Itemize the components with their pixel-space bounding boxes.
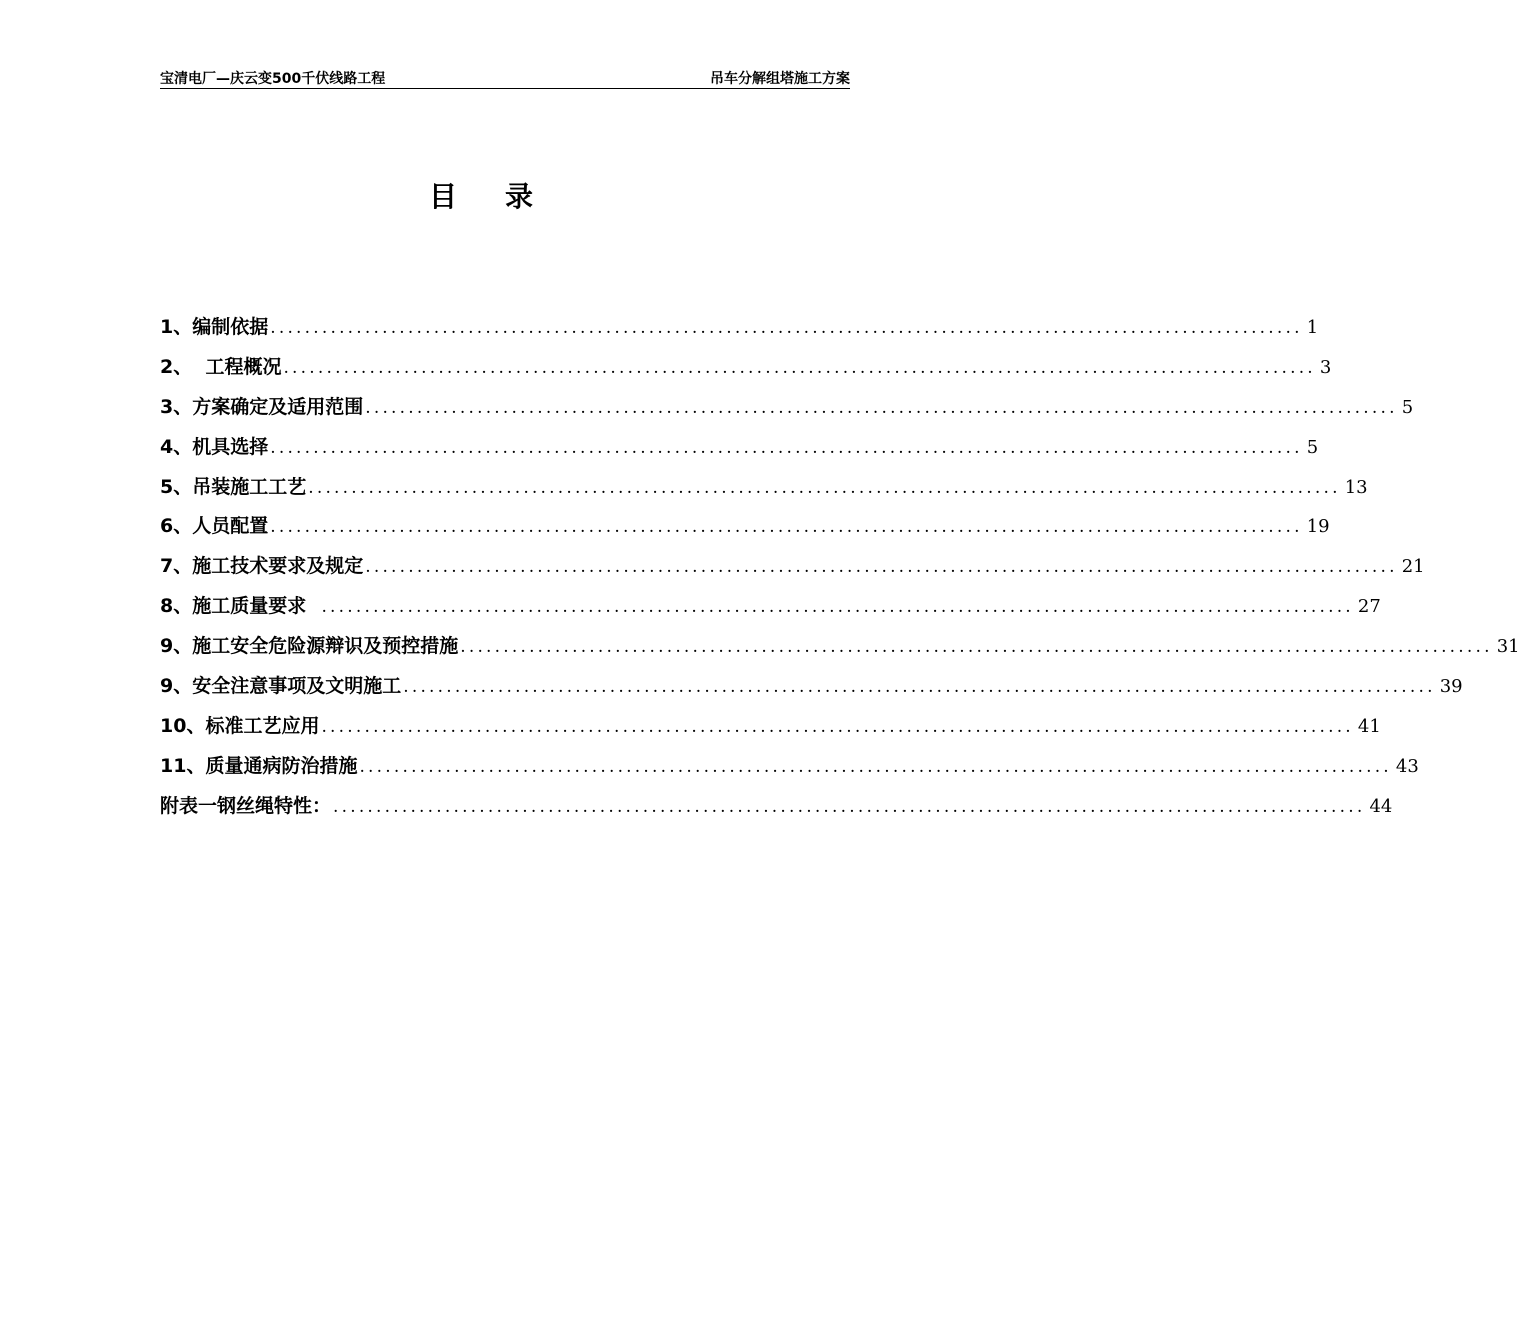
- toc-entry-label: 9、施工安全危险源辩识及预控措施: [160, 635, 459, 658]
- toc-entry-page: 41: [1357, 715, 1381, 737]
- toc-entry-page: 5: [1306, 436, 1319, 458]
- toc-entry-page: 27: [1357, 596, 1381, 618]
- toc-entry-page: 21: [1401, 556, 1425, 578]
- toc-entry[interactable]: [160, 631, 1520, 671]
- toc-entry[interactable]: [160, 511, 1330, 551]
- toc-leader-dots: ........................................................................................................................: [333, 796, 1366, 817]
- toc-entry-page: 39: [1439, 676, 1463, 698]
- toc-entry-page: 19: [1306, 516, 1330, 538]
- toc-leader-dots: ........................................................................................................................: [321, 716, 1354, 737]
- toc-entry[interactable]: [160, 551, 1425, 591]
- header-document-name: 吊车分解组塔施工方案: [710, 71, 850, 87]
- toc-entry-label: 11、质量通病防治措施: [160, 754, 358, 777]
- toc-entry-label: 附表一钢丝绳特性：: [160, 794, 332, 817]
- toc-entry-page: 13: [1344, 476, 1368, 498]
- toc-entry[interactable]: [160, 352, 1332, 392]
- page-header: [160, 66, 850, 89]
- toc-entry-page: 43: [1395, 755, 1419, 777]
- toc-leader-dots: ........................................................................................................................: [460, 637, 1493, 658]
- toc-leader-dots: ........................................................................................................................: [321, 597, 1354, 618]
- table-of-contents: [160, 312, 1520, 831]
- toc-leader-dots: ........................................................................................................................: [365, 557, 1398, 578]
- toc-entry-label: 1、编制依据: [160, 316, 269, 338]
- toc-entry[interactable]: [160, 671, 1463, 711]
- page-title: 目录: [428, 180, 581, 213]
- toc-entry-label: 7、施工技术要求及规定: [160, 555, 364, 578]
- toc-leader-dots: ........................................................................................................................: [270, 517, 1303, 538]
- toc-leader-dots: ........................................................................................................................: [365, 397, 1398, 418]
- toc-entry-page: 44: [1369, 795, 1393, 817]
- toc-entry[interactable]: [160, 711, 1381, 751]
- toc-leader-dots: ........................................................................................................................: [283, 357, 1316, 378]
- toc-leader-dots: ........................................................................................................................: [270, 437, 1303, 458]
- toc-leader-dots: ........................................................................................................................: [308, 477, 1341, 498]
- toc-entry[interactable]: [160, 591, 1381, 631]
- toc-entry-label: 2、 工程概况: [160, 355, 282, 378]
- toc-leader-dots: ........................................................................................................................: [403, 677, 1436, 698]
- toc-entry[interactable]: [160, 791, 1393, 831]
- toc-entry-page: 1: [1306, 317, 1319, 338]
- toc-entry-page: 5: [1401, 396, 1414, 418]
- toc-entry-label: 10、标准工艺应用: [160, 714, 320, 737]
- toc-entry-label: 3、方案确定及适用范围: [160, 395, 364, 418]
- toc-entry-page: 3: [1319, 356, 1332, 378]
- header-project-name: 宝清电厂—庆云变500千伏线路工程: [160, 71, 386, 87]
- toc-entry-label: 6、人员配置: [160, 515, 269, 538]
- toc-leader-dots: ........................................................................................................................: [270, 318, 1303, 338]
- toc-entry-page: 31: [1496, 636, 1520, 658]
- toc-entry-label: 5、吊装施工工艺: [160, 475, 307, 498]
- toc-entry[interactable]: [160, 472, 1368, 512]
- toc-entry-label: 8、施工质量要求: [160, 595, 320, 618]
- toc-entry-label: 9、安全注意事项及文明施工: [160, 675, 402, 698]
- toc-entry[interactable]: [160, 392, 1414, 432]
- toc-entry[interactable]: [160, 751, 1419, 791]
- toc-leader-dots: ........................................................................................................................: [359, 756, 1392, 777]
- toc-entry-label: 4、机具选择: [160, 435, 269, 458]
- toc-entry[interactable]: [160, 432, 1319, 472]
- toc-entry[interactable]: [160, 312, 1319, 352]
